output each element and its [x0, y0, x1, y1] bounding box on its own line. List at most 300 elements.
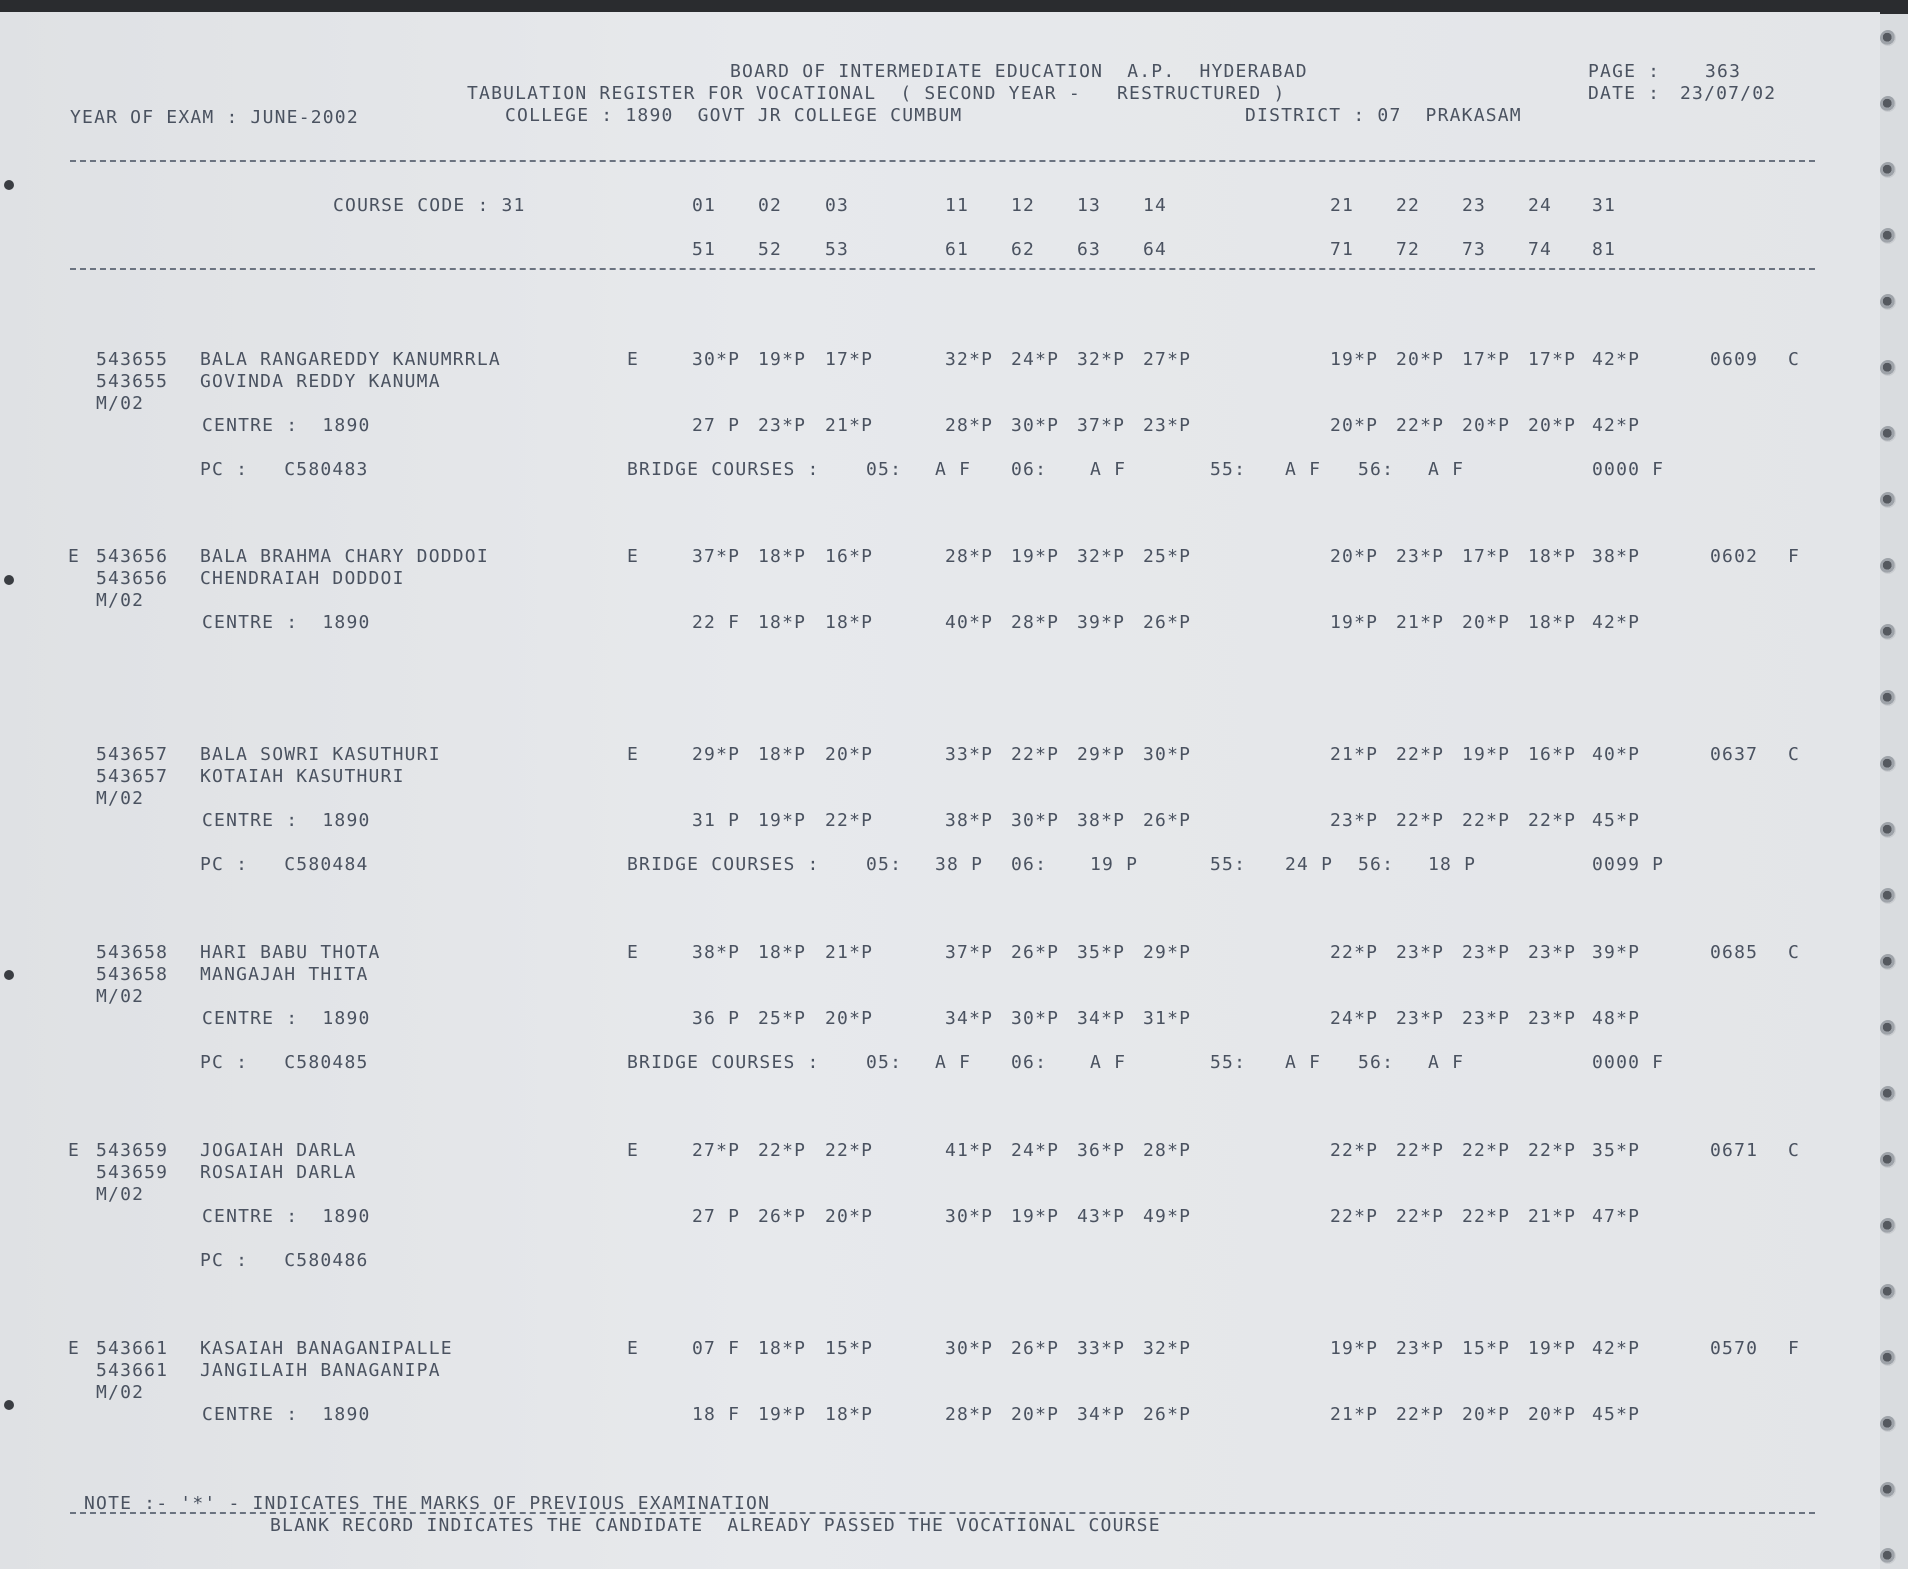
column-code-24: 24: [1528, 195, 1553, 216]
mark-cell: 22*P: [1396, 415, 1445, 436]
mark-cell: 29*P: [1077, 744, 1126, 765]
mark-cell: 30*P: [1011, 1008, 1060, 1029]
column-code-11: 11: [945, 195, 970, 216]
column-code-03: 03: [825, 195, 850, 216]
bridge-code-55: 55:: [1210, 459, 1247, 480]
page-label: PAGE :: [1588, 61, 1661, 82]
mark-cell: 23*P: [1330, 810, 1379, 831]
medium: E: [627, 1140, 640, 1161]
repeat-marker: E: [68, 1140, 81, 1161]
result-status: F: [1788, 546, 1801, 567]
mark-cell: 18*P: [1528, 612, 1577, 633]
mark-cell: 29*P: [1143, 942, 1192, 963]
feed-hole: [1880, 624, 1896, 640]
mark-cell: 18*P: [758, 1338, 807, 1359]
bridge-value-05: A F: [935, 459, 972, 480]
note-line-2: BLANK RECORD INDICATES THE CANDIDATE ALREADY PASSED THE VOCATIONAL COURSE: [270, 1515, 1161, 1536]
pc-number: PC : C580486: [200, 1250, 369, 1271]
bridge-code-05: 05:: [866, 1052, 903, 1073]
mark-cell: 31 P: [692, 810, 741, 831]
candidate-name: HARI BABU THOTA: [200, 942, 381, 963]
mark-cell: 26*P: [758, 1206, 807, 1227]
column-code-73: 73: [1462, 239, 1487, 260]
mark-cell: 24*P: [1011, 349, 1060, 370]
bridge-value-56: A F: [1428, 1052, 1465, 1073]
bridge-code-05: 05:: [866, 854, 903, 875]
mark-cell: 42*P: [1592, 349, 1641, 370]
mark-cell: 20*P: [1396, 349, 1445, 370]
mark-cell: 22*P: [825, 1140, 874, 1161]
course-code: COURSE CODE : 31: [333, 195, 526, 216]
mark-cell: 34*P: [945, 1008, 994, 1029]
bridge-value-05: A F: [935, 1052, 972, 1073]
mark-cell: 39*P: [1077, 612, 1126, 633]
column-code-62: 62: [1011, 239, 1036, 260]
mark-cell: 36*P: [1077, 1140, 1126, 1161]
centre: CENTRE : 1890: [202, 1404, 371, 1425]
mark-cell: 22*P: [1528, 1140, 1577, 1161]
column-code-72: 72: [1396, 239, 1421, 260]
mark-cell: 20*P: [1330, 415, 1379, 436]
grand-total: 0671: [1710, 1140, 1759, 1161]
mark-cell: 22*P: [1528, 810, 1577, 831]
mark-cell: 22 F: [692, 612, 741, 633]
hall-ticket-number: 543655: [96, 349, 169, 370]
date-label: DATE :: [1588, 83, 1661, 104]
column-code-52: 52: [758, 239, 783, 260]
feed-hole: [1880, 30, 1896, 46]
bridge-value-05: 38 P: [935, 854, 984, 875]
mark-cell: 40*P: [1592, 744, 1641, 765]
centre: CENTRE : 1890: [202, 810, 371, 831]
mark-cell: 22*P: [1396, 1404, 1445, 1425]
candidate-name: BALA RANGAREDDY KANUMRRLA: [200, 349, 501, 370]
mark-cell: 19*P: [1330, 1338, 1379, 1359]
feed-hole: [1880, 756, 1896, 772]
mark-cell: 42*P: [1592, 415, 1641, 436]
feed-hole: [1880, 558, 1896, 574]
column-code-63: 63: [1077, 239, 1102, 260]
mark-cell: 21*P: [825, 415, 874, 436]
mark-cell: 30*P: [1143, 744, 1192, 765]
bridge-code-55: 55:: [1210, 1052, 1247, 1073]
exam-month: M/02: [96, 1184, 145, 1205]
mark-cell: 20*P: [1528, 415, 1577, 436]
feed-hole: [1880, 1416, 1896, 1432]
bridge-courses-label: BRIDGE COURSES :: [627, 854, 820, 875]
mark-cell: 22*P: [1462, 1140, 1511, 1161]
bridge-code-55: 55:: [1210, 854, 1247, 875]
pc-number: PC : C580484: [200, 854, 369, 875]
divider-top: [70, 160, 1815, 162]
candidate-name: KASAIAH BANAGANIPALLE: [200, 1338, 453, 1359]
mark-cell: 35*P: [1592, 1140, 1641, 1161]
mark-cell: 22*P: [1011, 744, 1060, 765]
medium: E: [627, 349, 640, 370]
mark-cell: 19*P: [1330, 349, 1379, 370]
mark-cell: 29*P: [692, 744, 741, 765]
mark-cell: 43*P: [1077, 1206, 1126, 1227]
exam-month: M/02: [96, 590, 145, 611]
column-code-12: 12: [1011, 195, 1036, 216]
registration-number: 543661: [96, 1360, 169, 1381]
mark-cell: 19*P: [1462, 744, 1511, 765]
hall-ticket-number: 543657: [96, 744, 169, 765]
mark-cell: 19*P: [1528, 1338, 1577, 1359]
mark-cell: 38*P: [945, 810, 994, 831]
mark-cell: 23*P: [758, 415, 807, 436]
hall-ticket-number: 543658: [96, 942, 169, 963]
mark-cell: 23*P: [1462, 942, 1511, 963]
feed-hole: [1880, 294, 1896, 310]
mark-cell: 30*P: [945, 1338, 994, 1359]
parent-name: GOVINDA REDDY KANUMA: [200, 371, 441, 392]
grand-total: 0609: [1710, 349, 1759, 370]
mark-cell: 26*P: [1011, 1338, 1060, 1359]
mark-cell: 27*P: [1143, 349, 1192, 370]
mark-cell: 45*P: [1592, 810, 1641, 831]
mark-cell: 21*P: [825, 942, 874, 963]
page-number: 363: [1705, 61, 1742, 82]
medium: E: [627, 546, 640, 567]
mark-cell: 33*P: [945, 744, 994, 765]
mark-cell: 19*P: [758, 1404, 807, 1425]
mark-cell: 39*P: [1592, 942, 1641, 963]
bridge-code-56: 56:: [1358, 854, 1395, 875]
mark-cell: 31*P: [1143, 1008, 1192, 1029]
candidate-name: BALA SOWRI KASUTHURI: [200, 744, 441, 765]
result-status: C: [1788, 349, 1801, 370]
mark-cell: 19*P: [758, 349, 807, 370]
exam-month: M/02: [96, 986, 145, 1007]
mark-cell: 22*P: [825, 810, 874, 831]
mark-cell: 20*P: [1011, 1404, 1060, 1425]
mark-cell: 23*P: [1528, 942, 1577, 963]
mark-cell: 28*P: [1011, 612, 1060, 633]
mark-cell: 27 P: [692, 415, 741, 436]
mark-cell: 16*P: [1528, 744, 1577, 765]
mark-cell: 38*P: [1077, 810, 1126, 831]
feed-hole: [1880, 1284, 1896, 1300]
mark-cell: 26*P: [1143, 612, 1192, 633]
bridge-courses-label: BRIDGE COURSES :: [627, 459, 820, 480]
feed-hole: [1880, 888, 1896, 904]
feed-hole: [1880, 954, 1896, 970]
mark-cell: 36 P: [692, 1008, 741, 1029]
mark-cell: 41*P: [945, 1140, 994, 1161]
mark-cell: 15*P: [825, 1338, 874, 1359]
mark-cell: 21*P: [1396, 612, 1445, 633]
note-line-1: NOTE :- '*' - INDICATES THE MARKS OF PREVIOUS EXAMINATION: [84, 1493, 771, 1514]
mark-cell: 25*P: [1143, 546, 1192, 567]
mark-cell: 30*P: [1011, 810, 1060, 831]
mark-cell: 20*P: [1528, 1404, 1577, 1425]
mark-cell: 20*P: [825, 1008, 874, 1029]
feed-hole: [1880, 1350, 1896, 1366]
column-code-02: 02: [758, 195, 783, 216]
mark-cell: 19*P: [1011, 1206, 1060, 1227]
date-value: 23/07/02: [1680, 83, 1777, 104]
feed-hole: [1880, 1020, 1896, 1036]
pc-number: PC : C580483: [200, 459, 369, 480]
repeat-marker: E: [68, 546, 81, 567]
mark-cell: 15*P: [1462, 1338, 1511, 1359]
district-info: DISTRICT : 07 PRAKASAM: [1245, 105, 1522, 126]
mark-cell: 48*P: [1592, 1008, 1641, 1029]
mark-cell: 18*P: [758, 612, 807, 633]
feed-hole: [4, 575, 14, 585]
feed-hole: [1880, 1482, 1896, 1498]
mark-cell: 21*P: [1330, 744, 1379, 765]
registration-number: 543656: [96, 568, 169, 589]
registration-number: 543657: [96, 766, 169, 787]
mark-cell: 22*P: [1330, 942, 1379, 963]
column-code-22: 22: [1396, 195, 1421, 216]
mark-cell: 32*P: [1077, 546, 1126, 567]
mark-cell: 20*P: [1462, 612, 1511, 633]
mark-cell: 47*P: [1592, 1206, 1641, 1227]
grand-total: 0637: [1710, 744, 1759, 765]
exam-month: M/02: [96, 1382, 145, 1403]
mark-cell: 49*P: [1143, 1206, 1192, 1227]
column-code-64: 64: [1143, 239, 1168, 260]
mark-cell: 23*P: [1396, 546, 1445, 567]
mark-cell: 28*P: [1143, 1140, 1192, 1161]
feed-hole: [1880, 822, 1896, 838]
mark-cell: 20*P: [825, 744, 874, 765]
column-code-13: 13: [1077, 195, 1102, 216]
mark-cell: 33*P: [1077, 1338, 1126, 1359]
mark-cell: 22*P: [1330, 1140, 1379, 1161]
bridge-value-56: A F: [1428, 459, 1465, 480]
mark-cell: 34*P: [1077, 1008, 1126, 1029]
registration-number: 543658: [96, 964, 169, 985]
bridge-value-55: A F: [1285, 459, 1322, 480]
bridge-value-55: A F: [1285, 1052, 1322, 1073]
bridge-code-06: 06:: [1011, 459, 1048, 480]
mark-cell: 32*P: [1077, 349, 1126, 370]
repeat-marker: E: [68, 1338, 81, 1359]
mark-cell: 19*P: [1330, 612, 1379, 633]
mark-cell: 28*P: [945, 1404, 994, 1425]
column-code-61: 61: [945, 239, 970, 260]
mark-cell: 28*P: [945, 546, 994, 567]
year-of-exam: YEAR OF EXAM : JUNE-2002: [70, 107, 359, 128]
mark-cell: 20*P: [1462, 1404, 1511, 1425]
mark-cell: 26*P: [1143, 810, 1192, 831]
mark-cell: 22*P: [1462, 810, 1511, 831]
mark-cell: 22*P: [758, 1140, 807, 1161]
bridge-code-05: 05:: [866, 459, 903, 480]
column-code-23: 23: [1462, 195, 1487, 216]
hall-ticket-number: 543656: [96, 546, 169, 567]
feed-hole: [1880, 492, 1896, 508]
column-code-21: 21: [1330, 195, 1355, 216]
medium: E: [627, 1338, 640, 1359]
mark-cell: 26*P: [1011, 942, 1060, 963]
mark-cell: 23*P: [1396, 942, 1445, 963]
mark-cell: 24*P: [1011, 1140, 1060, 1161]
mark-cell: 30*P: [692, 349, 741, 370]
feed-hole: [4, 180, 14, 190]
mark-cell: 37*P: [1077, 415, 1126, 436]
mark-cell: 23*P: [1462, 1008, 1511, 1029]
mark-cell: 23*P: [1396, 1008, 1445, 1029]
column-code-51: 51: [692, 239, 717, 260]
feed-hole: [1880, 1152, 1896, 1168]
mark-cell: 22*P: [1330, 1206, 1379, 1227]
register-title: TABULATION REGISTER FOR VOCATIONAL ( SECOND YEAR - RESTRUCTURED ): [467, 83, 1286, 104]
mark-cell: 18*P: [758, 546, 807, 567]
medium: E: [627, 942, 640, 963]
exam-month: M/02: [96, 788, 145, 809]
hall-ticket-number: 543661: [96, 1338, 169, 1359]
bridge-code-06: 06:: [1011, 1052, 1048, 1073]
mark-cell: 37*P: [692, 546, 741, 567]
grand-total: 0685: [1710, 942, 1759, 963]
parent-name: MANGAJAH THITA: [200, 964, 369, 985]
mark-cell: 27*P: [692, 1140, 741, 1161]
mark-cell: 18*P: [1528, 546, 1577, 567]
mark-cell: 35*P: [1077, 942, 1126, 963]
centre: CENTRE : 1890: [202, 1206, 371, 1227]
pc-number: PC : C580485: [200, 1052, 369, 1073]
bridge-code-56: 56:: [1358, 459, 1395, 480]
feed-hole: [4, 970, 14, 980]
mark-cell: 42*P: [1592, 612, 1641, 633]
mark-cell: 20*P: [825, 1206, 874, 1227]
mark-cell: 34*P: [1077, 1404, 1126, 1425]
result-status: C: [1788, 744, 1801, 765]
result-status: C: [1788, 942, 1801, 963]
mark-cell: 27 P: [692, 1206, 741, 1227]
mark-cell: 22*P: [1396, 810, 1445, 831]
centre: CENTRE : 1890: [202, 612, 371, 633]
bridge-value-06: 19 P: [1090, 854, 1139, 875]
feed-hole: [1880, 1218, 1896, 1234]
mark-cell: 23*P: [1528, 1008, 1577, 1029]
parent-name: ROSAIAH DARLA: [200, 1162, 357, 1183]
mark-cell: 28*P: [945, 415, 994, 436]
mark-cell: 38*P: [692, 942, 741, 963]
mark-cell: 19*P: [1011, 546, 1060, 567]
parent-name: CHENDRAIAH DODDOI: [200, 568, 405, 589]
bridge-total: 0000 F: [1592, 459, 1665, 480]
centre: CENTRE : 1890: [202, 415, 371, 436]
mark-cell: 16*P: [825, 546, 874, 567]
result-status: C: [1788, 1140, 1801, 1161]
column-code-31: 31: [1592, 195, 1617, 216]
mark-cell: 19*P: [758, 810, 807, 831]
college-info: COLLEGE : 1890 GOVT JR COLLEGE CUMBUM: [505, 105, 963, 126]
bridge-courses-label: BRIDGE COURSES :: [627, 1052, 820, 1073]
mark-cell: 26*P: [1143, 1404, 1192, 1425]
mark-cell: 17*P: [825, 349, 874, 370]
mark-cell: 22*P: [1462, 1206, 1511, 1227]
mark-cell: 21*P: [1330, 1404, 1379, 1425]
board-title: BOARD OF INTERMEDIATE EDUCATION A.P. HYDERABAD: [730, 61, 1308, 82]
mark-cell: 18*P: [758, 942, 807, 963]
mark-cell: 17*P: [1462, 349, 1511, 370]
bridge-total: 0000 F: [1592, 1052, 1665, 1073]
candidate-name: JOGAIAH DARLA: [200, 1140, 357, 1161]
feed-hole: [1880, 228, 1896, 244]
exam-month: M/02: [96, 393, 145, 414]
mark-cell: 18*P: [758, 744, 807, 765]
feed-hole: [4, 1400, 14, 1410]
registration-number: 543659: [96, 1162, 169, 1183]
mark-cell: 38*P: [1592, 546, 1641, 567]
mark-cell: 30*P: [945, 1206, 994, 1227]
candidate-name: BALA BRAHMA CHARY DODDOI: [200, 546, 489, 567]
bridge-value-56: 18 P: [1428, 854, 1477, 875]
column-code-14: 14: [1143, 195, 1168, 216]
mark-cell: 24*P: [1330, 1008, 1379, 1029]
divider-header-bottom: [70, 268, 1815, 270]
parent-name: KOTAIAH KASUTHURI: [200, 766, 405, 787]
mark-cell: 45*P: [1592, 1404, 1641, 1425]
feed-hole: [1880, 96, 1896, 112]
mark-cell: 23*P: [1143, 415, 1192, 436]
mark-cell: 42*P: [1592, 1338, 1641, 1359]
bridge-value-06: A F: [1090, 1052, 1127, 1073]
mark-cell: 22*P: [1396, 744, 1445, 765]
feed-hole: [1880, 426, 1896, 442]
bridge-total: 0099 P: [1592, 854, 1665, 875]
mark-cell: 18*P: [825, 1404, 874, 1425]
grand-total: 0602: [1710, 546, 1759, 567]
feed-hole: [1880, 360, 1896, 376]
centre: CENTRE : 1890: [202, 1008, 371, 1029]
bridge-code-06: 06:: [1011, 854, 1048, 875]
mark-cell: 17*P: [1462, 546, 1511, 567]
medium: E: [627, 744, 640, 765]
result-status: F: [1788, 1338, 1801, 1359]
hall-ticket-number: 543659: [96, 1140, 169, 1161]
mark-cell: 21*P: [1528, 1206, 1577, 1227]
mark-cell: 18*P: [825, 612, 874, 633]
mark-cell: 25*P: [758, 1008, 807, 1029]
column-code-74: 74: [1528, 239, 1553, 260]
feed-hole: [1880, 1086, 1896, 1102]
mark-cell: 40*P: [945, 612, 994, 633]
feed-hole: [1880, 1548, 1896, 1564]
column-code-01: 01: [692, 195, 717, 216]
mark-cell: 07 F: [692, 1338, 741, 1359]
mark-cell: 30*P: [1011, 415, 1060, 436]
mark-cell: 18 F: [692, 1404, 741, 1425]
mark-cell: 22*P: [1396, 1140, 1445, 1161]
mark-cell: 22*P: [1396, 1206, 1445, 1227]
mark-cell: 32*P: [1143, 1338, 1192, 1359]
bridge-code-56: 56:: [1358, 1052, 1395, 1073]
feed-hole: [1880, 162, 1896, 178]
feed-hole: [1880, 690, 1896, 706]
column-code-71: 71: [1330, 239, 1355, 260]
bridge-value-55: 24 P: [1285, 854, 1334, 875]
registration-number: 543655: [96, 371, 169, 392]
column-code-53: 53: [825, 239, 850, 260]
mark-cell: 20*P: [1330, 546, 1379, 567]
mark-cell: 23*P: [1396, 1338, 1445, 1359]
parent-name: JANGILAIH BANAGANIPA: [200, 1360, 441, 1381]
mark-cell: 20*P: [1462, 415, 1511, 436]
column-code-81: 81: [1592, 239, 1617, 260]
grand-total: 0570: [1710, 1338, 1759, 1359]
mark-cell: 32*P: [945, 349, 994, 370]
mark-cell: 37*P: [945, 942, 994, 963]
bridge-value-06: A F: [1090, 459, 1127, 480]
